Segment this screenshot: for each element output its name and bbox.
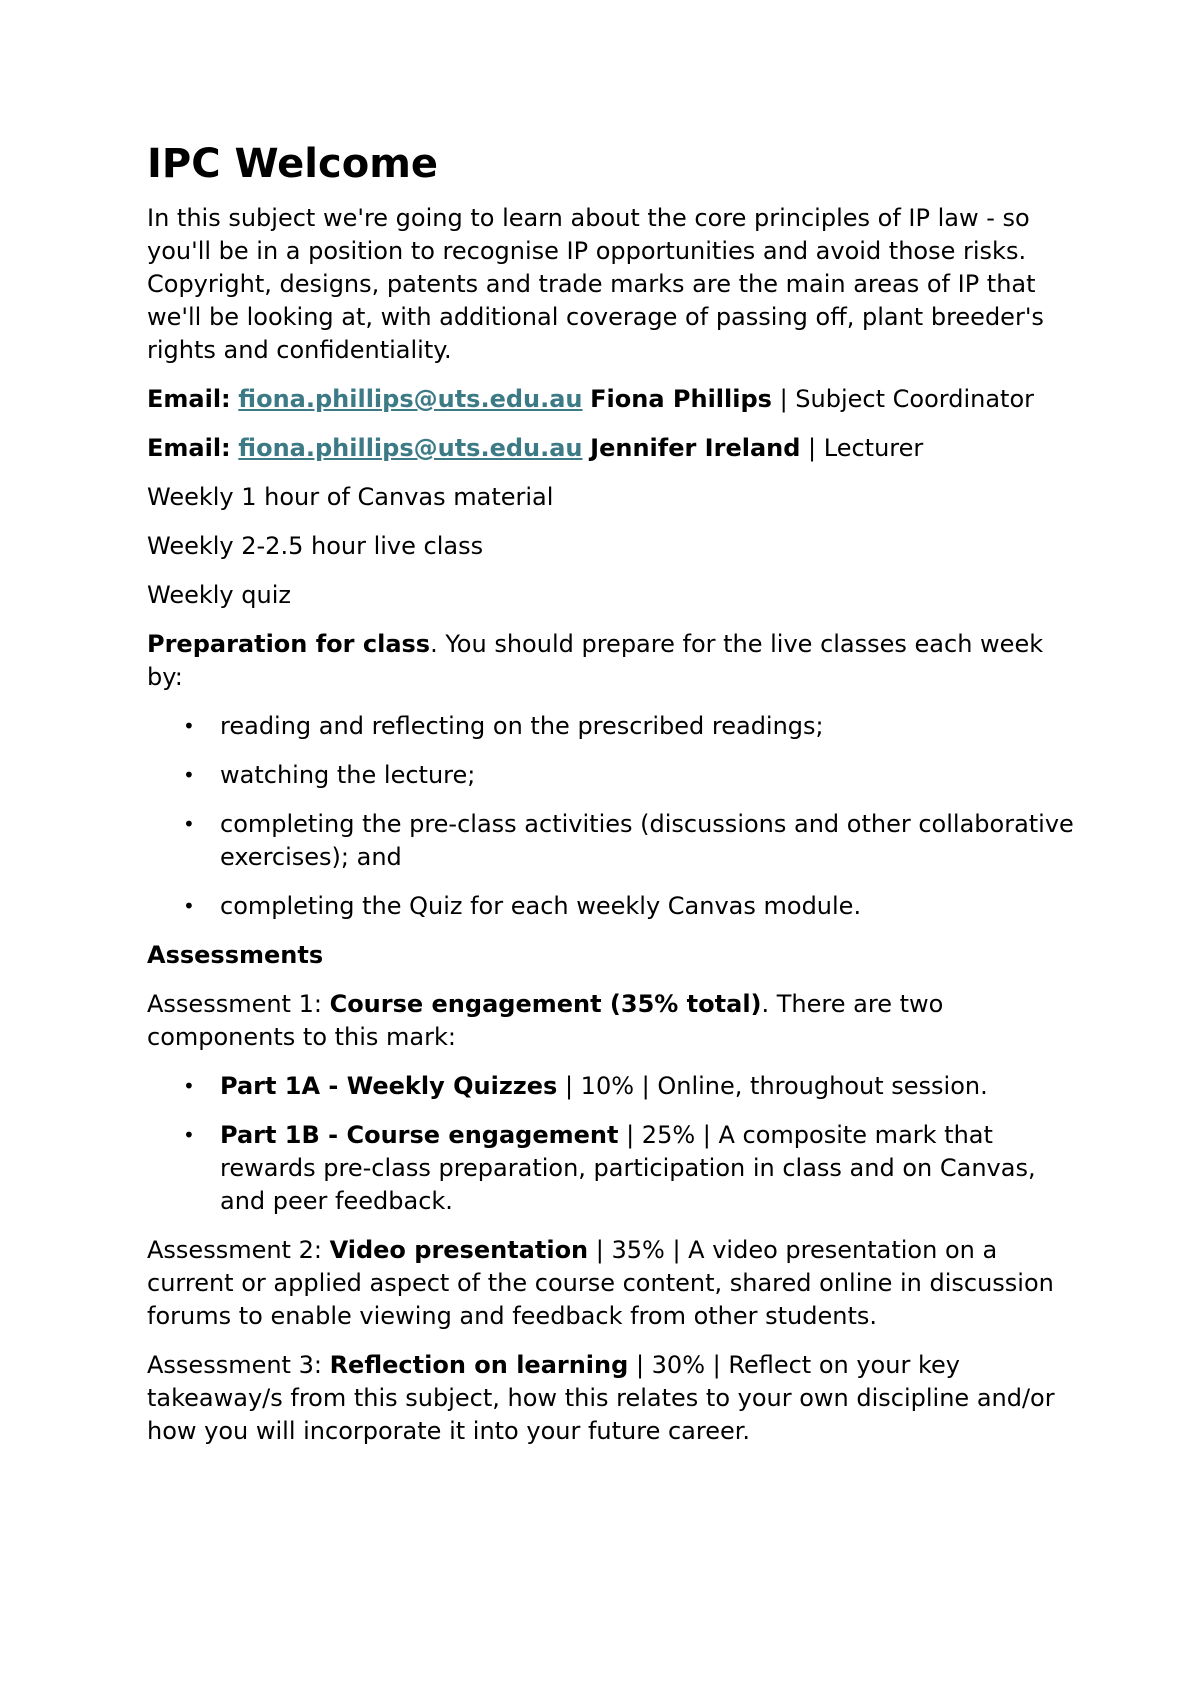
contact-role: | Subject Coordinator <box>771 385 1034 413</box>
weekly-canvas: Weekly 1 hour of Canvas material <box>147 483 554 511</box>
bullet-icon: • <box>183 1123 195 1147</box>
assessment-3: Assessment 3: Reflection on learning | 30% | Reflect on your key takeaway/s from this subject, how this relates to your own discipline and/or how you will incorporate it into your future career. <box>147 1351 1055 1445</box>
assessment-2: Assessment 2: Video presentation | 35% | A video presentation on a current or applied aspect of the course content, shared online in discussion forums to enable viewing and feedback from other students. <box>147 1236 1054 1330</box>
list-item: • completing the Quiz for each weekly Canvas module. <box>147 890 1077 923</box>
weekly-quiz: Weekly quiz <box>147 581 291 609</box>
bullet-icon: • <box>183 1074 195 1098</box>
email-link-coordinator[interactable]: fiona.phillips@uts.edu.au <box>238 385 583 413</box>
document-page <box>147 140 1077 1464</box>
contact-name: Jennifer Ireland <box>590 434 801 462</box>
list-item: • Part 1A - Weekly Quizzes | 10% | Online, throughout session. <box>147 1070 1077 1103</box>
contact-lecturer <box>147 432 1077 465</box>
preparation-paragraph <box>147 628 1077 694</box>
page-title: IPC Welcome <box>147 141 439 187</box>
preparation-text: . You should prepare for the live classes each week by: <box>147 630 1044 691</box>
preparation-list <box>147 710 1077 923</box>
list-item: • reading and reflecting on the prescribed readings; <box>147 710 1077 743</box>
assessments-heading: Assessments <box>147 941 324 969</box>
list-item: • completing the pre-class activities (discussions and other collaborative exercises); and <box>183 810 1074 871</box>
intro-paragraph: In this subject we're going to learn about the core principles of IP law - so you'll be in a position to recognise IP opportunities and avoid those risks. Copyright, designs, patents and trade marks are the main areas of IP that we'll be looking at, with additional coverage of passing off, plant breeder's rights and confidentiality. <box>147 204 1044 364</box>
bullet-icon: • <box>183 763 195 787</box>
contact-role: | Lecturer <box>800 434 924 462</box>
email-link-lecturer[interactable]: fiona.phillips@uts.edu.au <box>238 434 583 462</box>
preparation-heading: Preparation for class <box>147 630 431 658</box>
assessment-1: Assessment 1: Course engagement (35% total). There are two components to this mark: <box>147 990 944 1051</box>
list-item: • watching the lecture; <box>147 759 1077 792</box>
contact-name: Fiona Phillips <box>590 385 772 413</box>
weekly-live-class: Weekly 2-2.5 hour live class <box>147 532 484 560</box>
list-item: • Part 1B - Course engagement | 25% | A composite mark that rewards pre-class preparation, participation in class and on Canvas, and peer feedback. <box>183 1121 1036 1215</box>
contact-coordinator <box>147 383 1077 416</box>
bullet-icon: • <box>183 714 195 738</box>
bullet-icon: • <box>183 894 195 918</box>
email-label: Email: <box>147 385 231 413</box>
email-label: Email: <box>147 434 231 462</box>
assessment-1-parts <box>147 1070 1077 1218</box>
bullet-icon: • <box>183 812 195 836</box>
